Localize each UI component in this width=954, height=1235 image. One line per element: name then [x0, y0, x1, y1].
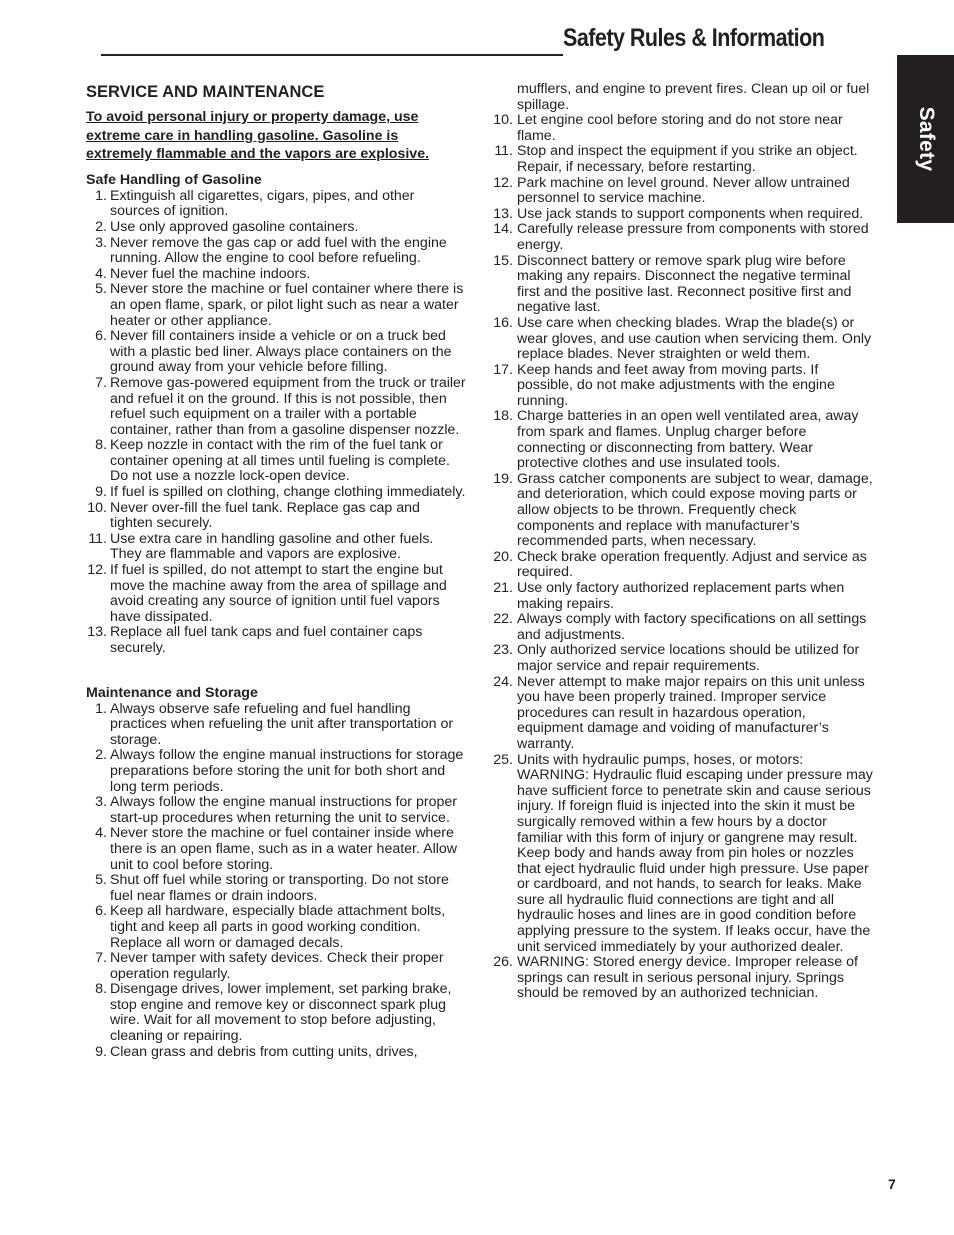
list-item-number: 4.: [95, 825, 107, 842]
page-title: Safety Rules & Information: [563, 24, 825, 52]
list-item-text: Carefully release pressure from components with stored energy.: [517, 221, 869, 253]
list-item-text: Never attempt to make major repairs on this unit unless you have been properly trained. Improper service procedures can result in hazardous operation, equipment damage and voiding of manufacturer’s warranty.: [517, 673, 865, 752]
list-item-text: Stop and inspect the equipment if you strike an object. Repair, if necessary, before restarting.: [517, 143, 858, 175]
list-item-text: WARNING: Stored energy device. Improper release of springs can result in serious personal injury. Springs should be removed by an authorized technician.: [517, 954, 858, 1002]
list-item-text: If fuel is spilled on clothing, change clothing immediately.: [110, 484, 466, 501]
list-item-number: 23.: [493, 642, 513, 659]
list-item: [490, 254, 875, 316]
list-item: [86, 267, 466, 283]
list-item-text: If fuel is spilled, do not attempt to start the engine but move the machine away from the area of spillage and avoid creating any source of ignition until fuel vapors have dissipated.: [110, 562, 447, 625]
list-item-text: Always follow the engine manual instructions for proper start-up procedures when returning the unit to service.: [110, 794, 457, 826]
list-item-number: 3.: [95, 234, 107, 251]
list-item-number: 13.: [87, 624, 107, 641]
gasoline-warning: To avoid personal injury or property damage, use extreme care in handling gasoline. Gasoline is extremely flammable and the vapors are explosive.: [86, 109, 430, 163]
maintenance-subheading: Maintenance and Storage: [86, 684, 258, 701]
list-item-number: 17.: [493, 361, 513, 378]
list-item-text: Remove gas-powered equipment from the truck or trailer and refuel it on the ground. If this is not possible, then refuel such equipment on a trailer with a portable container, rather than from a gasoline dispenser nozzle.: [110, 374, 466, 438]
list-item: [86, 438, 466, 485]
list-item-text: Use only factory authorized replacement parts when making repairs.: [517, 580, 845, 612]
list-item: [490, 550, 875, 581]
list-item: [86, 702, 466, 749]
list-item: [86, 376, 466, 438]
list-item-number: 9.: [95, 1043, 107, 1060]
list-item-text: Never over-fill the fuel tank. Replace gas cap and tighten securely.: [110, 499, 420, 532]
list-item: [86, 563, 466, 625]
list-item-text: Use jack stands to support components when required.: [517, 205, 864, 222]
list-item: [490, 581, 875, 612]
maintenance-list: [86, 702, 466, 1061]
list-item-number: 19.: [493, 470, 513, 487]
list-item: [86, 826, 466, 873]
list-item-number: 8.: [95, 981, 107, 998]
list-item-number: 20.: [493, 548, 513, 565]
gasoline-subheading: Safe Handling of Gasoline: [86, 171, 262, 188]
list-item: [490, 113, 875, 144]
list-item-number: 6.: [95, 328, 107, 345]
list-item: [490, 222, 875, 253]
list-item-number: 21.: [493, 580, 513, 596]
list-item: [490, 207, 875, 223]
list-item-number: 14.: [493, 221, 513, 238]
list-item: [86, 532, 466, 563]
list-item-number: 1.: [95, 700, 107, 717]
list-item-number: 11.: [494, 143, 513, 160]
list-item: [86, 485, 466, 501]
list-item-number: 15.: [493, 252, 513, 269]
list-item-number: 22.: [493, 611, 513, 628]
list-item-number: 12.: [493, 174, 513, 191]
list-item-text: Never store the machine or fuel container where there is an open flame, spark, or pilot light such as near a water heater or other appliance.: [110, 281, 464, 329]
maintenance-list-continued: [490, 113, 875, 1002]
list-item-text: Units with hydraulic pumps, hoses, or motors: WARNING: Hydraulic fluid escaping under pressure may have sufficient force to penetrate skin and cause serious injury. If foreign fluid is injected into the skin it must be surgically removed within a few hours by a doctor familiar with this form of injury or gangrene may result. Keep body and hands away from pin holes or nozzles that eject hydraulic fluid under high pressure. Use paper or cardboard, and not hands, to search for leaks. Make sure all hydraulic fluid connections are tight and all hydraulic hoses and lines are in good condition before applying pressure to the system. If leaks occur, have the unit serviced immediately by your authorized dealer.: [517, 751, 873, 955]
list-item: [490, 955, 875, 1002]
list-item: [86, 951, 466, 982]
list-item: [490, 144, 875, 175]
list-item-text: Keep nozzle in contact with the rim of the fuel tank or container opening at all times until fueling is complete. Do not use a nozzle lock-open device.: [110, 437, 450, 485]
section-tab-label: Safety: [914, 106, 938, 172]
maintenance-item-9-continued: mufflers, and engine to prevent fires. Clean up oil or fuel spillage.: [517, 81, 870, 113]
list-item-text: Only authorized service locations should be utilized for major service and repair requirements.: [517, 642, 860, 674]
list-item-text: Use only approved gasoline containers.: [110, 218, 359, 235]
list-item: [86, 625, 466, 656]
list-item-number: 5.: [95, 281, 107, 298]
list-item-number: 10.: [493, 112, 513, 129]
list-item-text: Park machine on level ground. Never allow untrained personnel to service machine.: [517, 174, 850, 207]
list-item: [86, 873, 466, 904]
list-item-number: 5.: [95, 872, 107, 889]
list-item-number: 7.: [95, 374, 107, 391]
list-item: [490, 753, 875, 956]
list-item: [490, 176, 875, 207]
list-item-number: 18.: [493, 408, 513, 425]
list-item-text: Never tamper with safety devices. Check their proper operation regularly.: [110, 950, 444, 982]
list-item: [86, 795, 466, 826]
list-item-text: Always follow the engine manual instructions for storage preparations before storing the unit for both short and long term periods.: [110, 747, 464, 795]
section-heading: SERVICE AND MAINTENANCE: [86, 83, 325, 101]
list-item: [86, 904, 466, 951]
list-item: [490, 643, 875, 674]
list-item-number: 25.: [493, 751, 513, 768]
list-item-text: Charge batteries in an open well ventilated area, away from spark and flames. Unplug charger before connecting or disconnecting from battery. Wear protective clothes and use insulated tools.: [517, 408, 859, 472]
list-item-number: 2.: [95, 747, 107, 764]
list-item-text: Let engine cool before storing and do not store near flame.: [517, 112, 843, 144]
list-item: [490, 472, 875, 550]
list-item: [86, 282, 466, 329]
list-item: [86, 982, 466, 1044]
left-column: [86, 82, 466, 1060]
page-number: 7: [888, 1176, 896, 1192]
list-item-number: 13.: [493, 205, 513, 222]
list-item: [490, 316, 875, 363]
list-item-text: Always observe safe refueling and fuel handling practices when refueling the unit after transportation or storage.: [110, 700, 454, 748]
list-item-number: 7.: [95, 950, 107, 967]
list-item-text: Check brake operation frequently. Adjust and service as required.: [517, 548, 867, 581]
list-item: [86, 501, 466, 532]
list-item: [86, 220, 466, 236]
list-item: [490, 675, 875, 753]
list-item-text: Use care when checking blades. Wrap the blade(s) or wear gloves, and use caution when servicing them. Only replace blades. Never straighten or weld them.: [517, 314, 872, 363]
list-item-number: 26.: [493, 954, 513, 971]
header-rule: [101, 54, 563, 56]
list-item-number: 16.: [493, 314, 513, 331]
list-item-text: Replace all fuel tank caps and fuel container caps securely.: [110, 624, 423, 656]
list-item: [86, 236, 466, 267]
list-item: [86, 189, 466, 220]
list-item-number: 6.: [95, 903, 107, 920]
list-item-number: 24.: [493, 673, 513, 690]
list-item-number: 11.: [88, 530, 107, 547]
list-item-text: Never fuel the machine indoors.: [110, 265, 311, 282]
list-item-text: Extinguish all cigarettes, cigars, pipes, and other sources of ignition.: [110, 187, 415, 220]
list-item-text: Grass catcher components are subject to wear, damage, and deterioration, which could expose moving parts or allow objects to be thrown. Frequently check components and replace with manufacturer’s recommended parts, when necessary.: [517, 470, 873, 550]
list-item-text: Keep hands and feet away from moving parts. If possible, do not make adjustments with the engine running.: [517, 361, 835, 409]
list-item: [86, 748, 466, 795]
list-item-text: Never fill containers inside a vehicle or on a truck bed with a plastic bed liner. Always place containers on the ground away from your vehicle before filling.: [110, 328, 452, 376]
list-item-number: 4.: [95, 265, 107, 282]
list-item-number: 3.: [95, 794, 107, 811]
list-item: [86, 1045, 466, 1061]
list-item-text: Disconnect battery or remove spark plug wire before making any repairs. Disconnect the negative terminal first and the positive last. Reconnect positive first and negative last.: [517, 252, 852, 316]
gasoline-list: [86, 189, 466, 657]
list-item-text: Never remove the gas cap or add fuel with the engine running. Allow the engine to cool before refueling.: [110, 234, 447, 267]
list-item: [86, 329, 466, 376]
list-item-text: Shut off fuel while storing or transporting. Do not store fuel near flames or drain indoors.: [110, 872, 449, 904]
list-item-number: 2.: [95, 218, 107, 235]
list-item-number: 10.: [87, 499, 107, 516]
list-item-text: Always comply with factory specifications on all settings and adjustments.: [517, 611, 867, 643]
list-item: [490, 409, 875, 471]
list-item-text: Never store the machine or fuel container inside where there is an open flame, such as in a water heater. Allow unit to cool before storing.: [110, 825, 458, 873]
list-item-text: Use extra care in handling gasoline and other fuels. They are flammable and vapors are explosive.: [110, 530, 434, 563]
list-item-text: Disengage drives, lower implement, set parking brake, stop engine and remove key or disconnect spark plug wire. Wait for all movement to stop before adjusting, cleaning or repairing.: [110, 981, 452, 1045]
list-item-text: Keep all hardware, especially blade attachment bolts, tight and keep all parts in good working condition. Replace all worn or damaged decals.: [110, 903, 446, 951]
list-item-number: 9.: [95, 484, 107, 501]
list-item-text: Clean grass and debris from cutting units, drives,: [110, 1043, 418, 1060]
section-tab: [897, 55, 954, 223]
right-column: [490, 82, 875, 1002]
list-item-number: 1.: [95, 187, 107, 204]
list-item-number: 12.: [87, 562, 107, 579]
list-item-number: 8.: [95, 437, 107, 454]
list-item: [490, 612, 875, 643]
list-item: [490, 363, 875, 410]
